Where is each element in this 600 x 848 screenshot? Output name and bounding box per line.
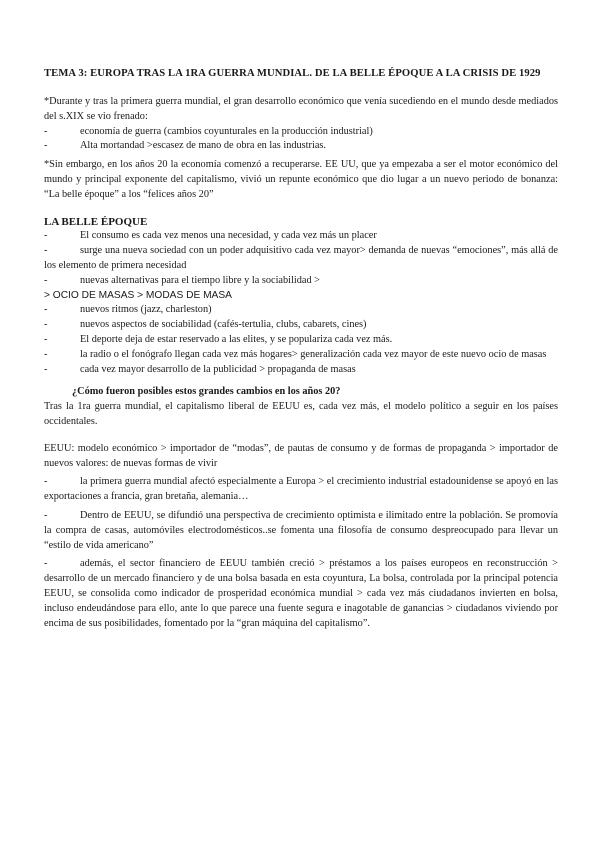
list-item: - cada vez mayor desarrollo de la publicidad > propaganda de masas bbox=[44, 363, 356, 375]
list-item: - nuevos aspectos de sociabilidad (cafés-tertulia, clubs, cabarets, cines) bbox=[44, 319, 367, 331]
list-item: - la primera guerra mundial afectó especialmente a Europa > el crecimiento industrial estadounidense se apoyó en las exportaciones a francia, gran bretaña, alemania… bbox=[44, 476, 558, 503]
list-item: - además, el sector financiero de EEUU también creció > préstamos a los países europeos en reconstrucción > desarrollo de un mercado financiero y de una bolsa basada en esta coyuntura, La bolsa, controlada por la principal potencia EEUU, se consolida como indicador de prosperidad económica mundial > cada vez más ciudadanos invierten en bolsa, incluso endeudándose para ello, ante lo que parece una fuente segura e inagotable de ganancias > ciudadanos viviendo por encima de sus posibilidades, fomentado por la “gran máquina del capitalismo”. bbox=[44, 558, 558, 629]
ocio-de-masas-line: > OCIO DE MASAS > MODAS DE MASA bbox=[44, 289, 232, 301]
list-item: - la radio o el fonógrafo llegan cada vez más hogares> generalización cada vez mayor de este nuevo ocio de masas bbox=[44, 348, 547, 360]
question-paragraph: Tras la 1ra guerra mundial, el capitalismo liberal de EEUU es, cada vez más, el modelo político a seguir en los países occidentales. bbox=[44, 401, 558, 427]
eeuu-paragraph: EEUU: modelo económico > importador de “modas”, de pautas de consumo y de formas de propaganda > importador de nuevos valores: de nuevas formas de vivir bbox=[44, 442, 558, 469]
document-page bbox=[44, 66, 558, 631]
intro-paragraph-1: *Durante y tras la primera guerra mundial, el gran desarrollo económico que venía sucediendo en el mundo desde mediados del s.XIX se vio frenado: bbox=[44, 96, 558, 122]
list-item: - El consumo es cada vez menos una necesidad, y cada vez más un placer bbox=[44, 230, 377, 242]
document-title: TEMA 3: EUROPA TRAS LA 1RA GUERRA MUNDIAL. DE LA BELLE ÉPOQUE A LA CRISIS DE 1929 bbox=[44, 68, 541, 79]
list-item: - Dentro de EEUU, se difundió una perspectiva de crecimiento optimista e ilimitado entre la población. Se promovía la compra de casas, automóviles electrodomésticos..se fomenta una filosofía de consumo despreocupado para llevar un “estilo de vida americano” bbox=[44, 509, 558, 551]
list-item: - Alta mortandad >escasez de mano de obra en las industrias. bbox=[44, 140, 326, 152]
list-item: - nuevos ritmos (jazz, charleston) bbox=[44, 304, 212, 316]
intro-paragraph-2: *Sin embargo, en los años 20 la economía comenzó a recuperarse. EE UU, que ya empezaba a ser el motor económico del mundo y principal exponente del capitalismo, vivió un repunte económico que dio lugar a un nuevo periodo de bonanza: “La belle époque” a los “felices años 20” bbox=[44, 159, 558, 200]
list-item: - surge una nueva sociedad con un poder adquisitivo cada vez mayor> demanda de nuevas “emociones”, más allá de los elemento de primera necesidad bbox=[44, 245, 558, 271]
list-item: - economía de guerra (cambios coyunturales en la producción industrial) bbox=[44, 125, 373, 137]
list-item: - El deporte deja de estar reservado a las elites, y se populariza cada vez más. bbox=[44, 333, 393, 345]
list-item: - nuevas alternativas para el tiempo libre y la sociabilidad > bbox=[44, 274, 320, 286]
section-heading-belle-epoque: LA BELLE ÉPOQUE bbox=[44, 215, 148, 228]
section-question-heading: ¿Cómo fueron posibles estos grandes cambios en los años 20? bbox=[72, 386, 341, 398]
